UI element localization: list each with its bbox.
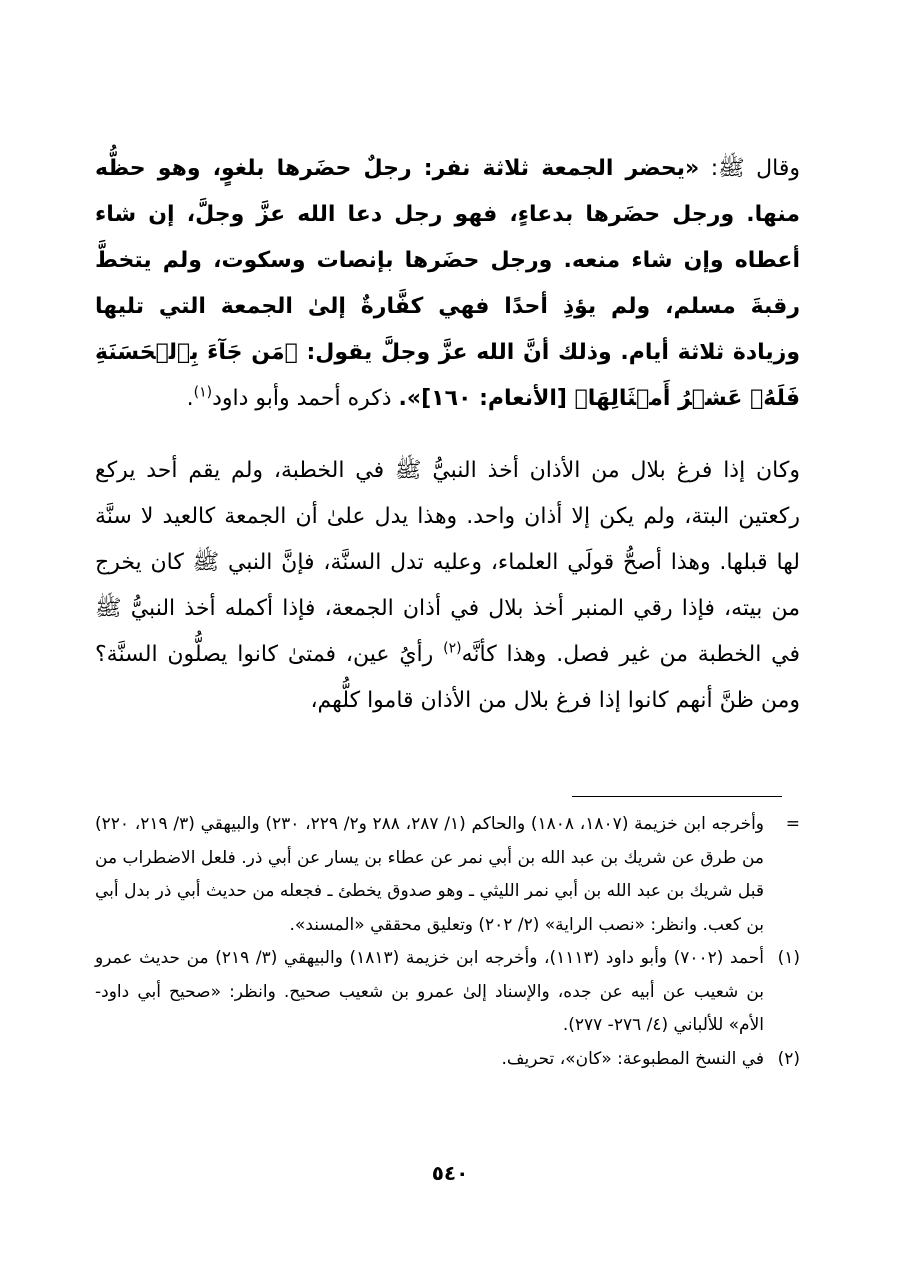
paragraph-1-end: .: [186, 386, 194, 411]
main-text: [95, 146, 800, 724]
paragraph-2: [95, 448, 800, 724]
paragraph-1-prefix: وقال ﷺ:: [699, 156, 800, 181]
hadith-quote: «يحضر الجمعة ثلاثة نفر: رجلٌ حضَرها بلغوٍ، وهو حظُّه منها. ورجل حضَرها بدعاءٍ، فهو رجل دعا الله عزَّ وجلَّ، إن شاء أعطاه وإن شاء منعه. ورجل حضَرها بإنصات وسكوت، ولم يتخطَّ رقبةَ مسلم، ولم يؤذِ أحدًا فهي كفَّارةٌ إلىٰ الجمعة التي تليها وزيادة ثلاثة أيام. وذلك أنَّ الله عزَّ وجلَّ يقول: ﴿مَن جَآءَ بِٱلۡحَسَنَةِ فَلَهُۥ عَشۡرُ أَمۡثَالِهَا﴾ [الأنعام: ١٦٠]».: [95, 156, 800, 411]
paragraph-2-text-a: وكان إذا فرغ بلال من الأذان أخذ النبيُّ ﷺ في الخطبة، ولم يقم أحد يركع ركعتين البتة، ولم يكن إلا أذان واحد. وهذا يدل علىٰ أن الجمعة كالعيد لا سنَّة لها قبلها. وهذا أصحُّ قولَي العلماء، وعليه تدل السنَّة، فإنَّ النبي ﷺ كان يخرج من بيته، فإذا رقي المنبر أخذ بلال في أذان الجمعة، فإذا أكمله أخذ النبيُّ ﷺ في الخطبة من غير فصل. وهذا كأنَّه: [95, 458, 800, 667]
footnote-mark: (١): [777, 948, 800, 968]
footnote-mark: =: [785, 814, 800, 834]
footnote-text: أحمد (٧٠٠٢) وأبو داود (١١١٣)، وأخرجه ابن خزيمة (١٨١٣) والبيهقي (٣/ ٢١٩) من حديث عمرو بن شعيب عن أبيه عن جده، والإسناد إلىٰ عمرو بن شعيب صحيح. وانظر: «صحيح أبي داود- الأم» للألباني (٤/ ٢٧٦- ٢٧٧).: [95, 948, 764, 1035]
paragraph-1: [95, 146, 800, 422]
footnotes: [95, 808, 800, 1076]
footnote-text: وأخرجه ابن خزيمة (١٨٠٧، ١٨٠٨) والحاكم (١/ ٢٨٧، ٢٨٨ و٢/ ٢٢٩، ٢٣٠) والبيهقي (٣/ ٢١٩، ٢٢٠) من طرق عن شريك بن عبد الله بن أبي نمر عن عطاء بن يسار عن أبي ذر. فلعل الاضطراب من قبل شريك بن عبد الله بن أبي نمر الليثي ـ وهو صدوق يخطئ ـ فجعله من حديث أبي ذر بدل أبي بن كعب. وانظر: «نصب الراية» (٢/ ٢٠٢) وتعليق محققي «المسند».: [95, 814, 765, 935]
footnote-ref-2: (٢): [443, 640, 462, 657]
footnote-mark: (٢): [777, 1048, 800, 1069]
footnote-2: [95, 1043, 800, 1077]
footnote-ref-1: (١): [193, 384, 213, 401]
footnote-1: [95, 942, 800, 1043]
footnote-divider: [572, 796, 782, 797]
footnote-text: في النسخ المطبوعة: «كان»، تحريف.: [501, 1048, 764, 1069]
footnote-continued: [95, 808, 800, 942]
paragraph-2-text-b: رأيُ عين، فمتىٰ كانوا يصلُّون السنَّة؟ ومن ظنَّ أنهم كانوا إذا فرغ بلال من الأذان قاموا كلُّهم،: [95, 642, 800, 713]
page-number: ٥٤٠: [431, 1161, 469, 1185]
paragraph-1-suffix: ذكره أحمد وأبو داود: [212, 386, 399, 411]
